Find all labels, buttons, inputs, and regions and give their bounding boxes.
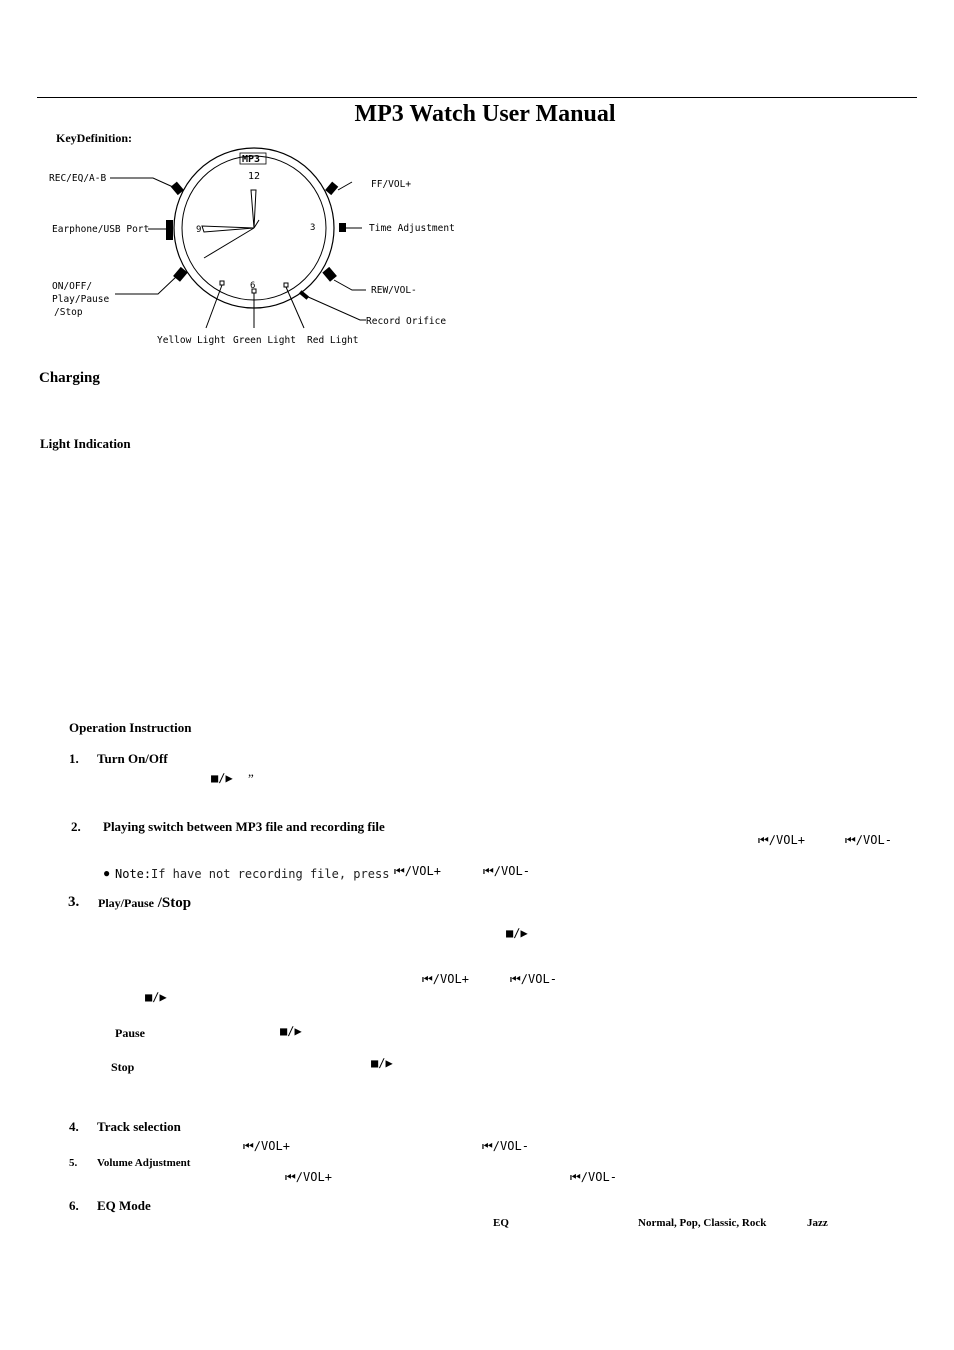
section-5-heading: Volume Adjustment	[97, 1157, 191, 1169]
play-stop-icon: ■∕▶	[211, 771, 233, 785]
brand-label: MP3	[242, 154, 261, 165]
hour-3: 3	[310, 223, 316, 233]
section-6-heading: EQ Mode	[97, 1198, 151, 1213]
section-3-number: 3.	[68, 894, 80, 910]
label-ff: FF/VOL+	[371, 179, 412, 190]
vol-minus-icon: ⏮∕VOL-	[570, 1170, 617, 1184]
note-label: Note:	[115, 867, 152, 881]
ff-button	[325, 182, 338, 196]
time-button	[339, 223, 346, 232]
quote-mark: ”	[248, 771, 254, 786]
vol-plus-icon: ⏮∕VOL+	[285, 1170, 332, 1184]
label-yellow: Yellow Light	[157, 335, 226, 346]
yellow-light	[220, 281, 224, 285]
label-red: Red Light	[307, 335, 359, 346]
note-bullet-icon: ●	[103, 866, 111, 880]
label-earphone: Earphone/USB Port	[52, 224, 150, 235]
eq-label: EQ	[493, 1217, 509, 1229]
hour-6: 6	[250, 281, 256, 291]
vol-plus-icon: ⏮∕VOL+	[758, 833, 805, 847]
label-rec: REC/EQ/A-B	[49, 173, 107, 184]
section-1-number: 1.	[69, 751, 79, 766]
header-rule	[37, 97, 917, 98]
earphone-port	[166, 220, 173, 240]
hour-12: 12	[248, 171, 261, 182]
operation-heading: Operation Instruction	[69, 720, 192, 735]
hour-hand	[251, 190, 256, 228]
play-stop-icon: ■∕▶	[145, 990, 167, 1004]
vol-minus-icon: ⏮∕VOL-	[510, 972, 557, 986]
vol-minus-icon: ⏮∕VOL-	[483, 864, 530, 878]
section-4-number: 4.	[69, 1119, 79, 1134]
label-onoff-3: /Stop	[54, 307, 83, 318]
hour-9: 9	[196, 225, 202, 235]
section-2-heading: Playing switch between MP3 file and recording file	[103, 819, 385, 834]
section-2-number: 2.	[71, 819, 81, 834]
rew-button	[322, 267, 337, 282]
section-4-heading: Track selection	[97, 1119, 181, 1134]
section-1-heading: Turn On/Off	[97, 751, 168, 766]
light-indication-heading: Light Indication	[40, 436, 131, 451]
vol-minus-icon: ⏮∕VOL-	[845, 833, 892, 847]
section-5-number: 5.	[69, 1157, 78, 1169]
vol-plus-icon: ⏮∕VOL+	[394, 864, 441, 878]
label-onoff-2: Play/Pause	[52, 294, 110, 305]
second-hand	[204, 228, 254, 258]
vol-minus-icon: ⏮∕VOL-	[482, 1139, 529, 1153]
record-orifice	[299, 290, 309, 299]
key-definition-heading: KeyDefinition:	[56, 131, 132, 145]
section-6-number: 6.	[69, 1198, 79, 1213]
eq-modes: Normal, Pop, Classic, Rock	[638, 1217, 767, 1229]
section-3-heading: Play/Pause /Stop	[98, 895, 192, 911]
watch-key-diagram	[40, 140, 460, 352]
label-time: Time Adjustment	[369, 223, 455, 234]
pause-label: Pause	[115, 1026, 145, 1040]
label-rew: REW/VOL-	[371, 285, 417, 296]
eq-jazz: Jazz	[807, 1217, 828, 1229]
minute-hand	[202, 226, 254, 232]
charging-heading: Charging	[39, 370, 100, 386]
play-stop-icon: ■∕▶	[506, 926, 528, 940]
red-light	[284, 283, 288, 287]
label-onoff-1: ON/OFF/	[52, 281, 93, 292]
label-green: Green Light	[233, 335, 296, 346]
vol-plus-icon: ⏮∕VOL+	[243, 1139, 290, 1153]
label-record: Record Orifice	[366, 316, 447, 327]
page-title: MP3 Watch User Manual	[354, 101, 616, 127]
play-stop-icon: ■∕▶	[371, 1056, 393, 1070]
note-text: If have not recording file, press	[151, 867, 390, 881]
vol-plus-icon: ⏮∕VOL+	[422, 972, 469, 986]
play-stop-icon: ■∕▶	[280, 1024, 302, 1038]
stop-label: Stop	[111, 1060, 135, 1074]
